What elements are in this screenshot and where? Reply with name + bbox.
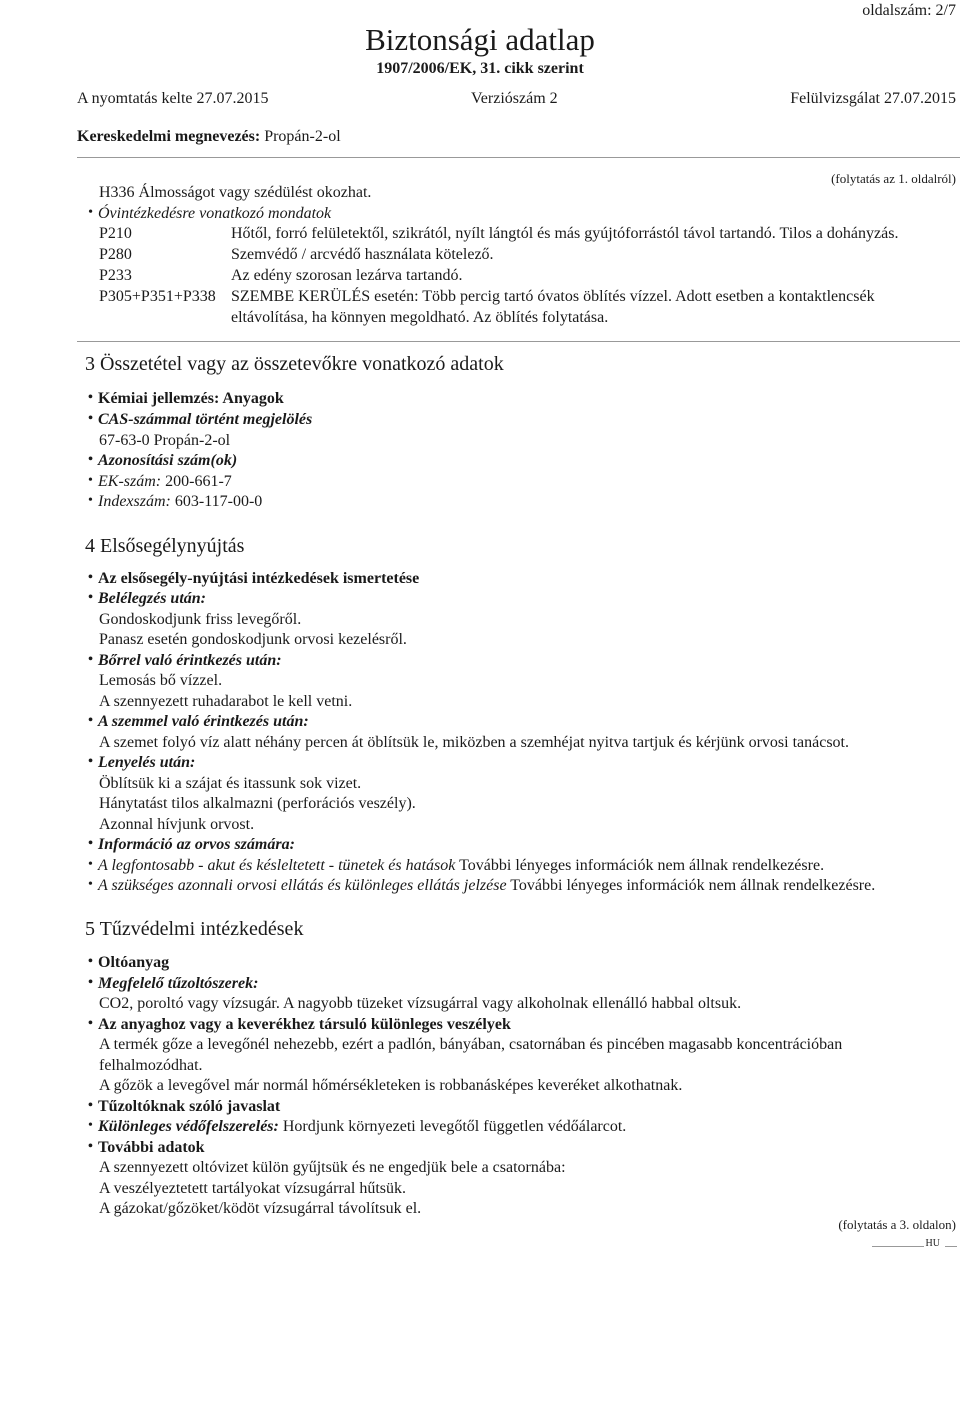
suitable-media-text: CO2, poroltó vagy vízsugár. A nagyobb tüzeket vízsugárral vagy alkoholnak ellenálló habbal oltsuk.: [99, 995, 742, 1012]
precaution-code: P210: [99, 225, 132, 242]
chemical-characterization: • Kémiai jellemzés: Anyagok: [88, 389, 284, 409]
revision-date: Felülvizsgálat 27.07.2015: [790, 90, 956, 107]
section-4-heading: 4 Elsősegélynyújtás: [85, 535, 245, 557]
cas-value: 67-63-0 Propán-2-ol: [99, 432, 231, 449]
extinguishing-media: • Oltóanyag: [88, 953, 169, 973]
index-number: • Indexszám: 603-117-00-0: [88, 492, 262, 512]
ec-number: • EK-szám: 200-661-7: [88, 472, 232, 492]
protective-equipment-line: • Különleges védőfelszerelés: Hordjunk környezeti levegőtől független védőálarcot.: [88, 1117, 626, 1137]
symptoms-line: • A legfontosabb - akut és késleltetett - tünetek és hatások További lényeges információk nem állnak rendelkezésre.: [88, 856, 824, 876]
inhalation-text: Gondoskodjunk friss levegőről.: [99, 611, 302, 628]
version-number: Verziószám 2: [471, 90, 558, 107]
firefighter-advice-label: • Tűzoltóknak szóló javaslat: [88, 1097, 280, 1117]
suitable-media-label: • Megfelelő tűzoltószerek:: [88, 974, 258, 994]
ingestion-label: • Lenyelés után:: [88, 753, 195, 773]
section-3-heading: 3 Összetétel vagy az összetevőkre vonatkozó adatok: [85, 353, 504, 375]
precaution-text: Hőtől, forró felületektől, szikrától, nyílt lángtól és más gyújtóforrástól távol tartandó. Tilos a dohányzás.: [231, 225, 899, 242]
precaution-text: SZEMBE KERÜLÉS esetén: Több percig tartó óvatos öblítés vízzel. Adott esetben a kontaktlencsék: [231, 288, 875, 305]
skin-contact-text: A szennyezett ruhadarabot le kell vetni.: [99, 693, 353, 710]
doctor-info-label: • Információ az orvos számára:: [88, 835, 295, 855]
language-code: HU: [925, 1238, 940, 1249]
precaution-text: Szemvédő / arcvédő használata kötelező.: [231, 246, 494, 263]
print-date: A nyomtatás kelte 27.07.2015: [77, 90, 269, 107]
ingestion-text: Azonnal hívjunk orvost.: [99, 816, 255, 833]
document-subtitle: 1907/2006/EK, 31. cikk szerint: [376, 60, 584, 77]
trade-name-value: Propán-2-ol: [264, 128, 341, 145]
additional-info-text: A veszélyeztetett tartályokat vízsugárral hűtsük.: [99, 1180, 406, 1197]
first-aid-description: • Az elsősegély-nyújtási intézkedések ismertetése: [88, 569, 419, 589]
inhalation-text: Panasz esetén gondoskodjunk orvosi kezelésről.: [99, 631, 407, 648]
section-divider: [77, 341, 960, 342]
precaution-heading: • Óvintézkedésre vonatkozó mondatok: [88, 204, 331, 224]
medical-care-line: • A szükséges azonnali orvosi ellátás és különleges ellátás jelzése További lényeges információk nem állnak rendelkezésre.: [88, 876, 875, 896]
ingestion-text: Hánytatást tilos alkalmazni (perforációs veszély).: [99, 795, 416, 812]
eye-contact-label: • A szemmel való érintkezés után:: [88, 712, 309, 732]
skin-contact-label: • Bőrrel való érintkezés után:: [88, 651, 282, 671]
precaution-text-continued: eltávolítása, ha könnyen megoldható. Az öblítés folytatása.: [231, 309, 609, 326]
additional-info-text: A gázokat/gőzöket/ködöt vízsugárral távolítsuk el.: [99, 1200, 422, 1217]
special-hazards-label: • Az anyaghoz vagy a keverékhez társuló különleges veszélyek: [88, 1015, 511, 1035]
additional-info-label: • További adatok: [88, 1138, 205, 1158]
precaution-code: P280: [99, 246, 132, 263]
special-hazards-text: A termék gőze a levegőnél nehezebb, ezért a padlón, bányában, csatornában és pincében magasabb koncentrációban: [99, 1036, 843, 1053]
precaution-code: P305+P351+P338: [99, 288, 216, 305]
document-title: Biztonsági adatlap: [365, 22, 595, 57]
footer-rule-left: [872, 1246, 924, 1247]
header-divider: [77, 157, 960, 158]
precaution-text: Az edény szorosan lezárva tartandó.: [231, 267, 463, 284]
continued-to-note: (folytatás a 3. oldalon): [838, 1217, 956, 1232]
identification-numbers-label: • Azonosítási szám(ok): [88, 451, 237, 471]
header-meta-row: [77, 90, 956, 112]
trade-name-label: Kereskedelmi megnevezés:: [77, 128, 261, 145]
continued-from-note: (folytatás az 1. oldalról): [831, 171, 956, 186]
hazard-h336: H336 Álmosságot vagy szédülést okozhat.: [99, 184, 372, 201]
section-5-heading: 5 Tűzvédelmi intézkedések: [85, 918, 304, 940]
eye-contact-text: A szemet folyó víz alatt néhány percen át öblítsük le, miközben a szemhéjat nyitva tartjuk és kérjünk orvosi tanácsot.: [99, 734, 849, 751]
ingestion-text: Öblítsük ki a szájat és itassunk sok vizet.: [99, 775, 362, 792]
footer-rule-right: [945, 1246, 957, 1247]
additional-info-text: A szennyezett oltóvizet külön gyűjtsük és ne engedjük bele a csatornába:: [99, 1159, 566, 1176]
inhalation-label: • Belélegzés után:: [88, 589, 206, 609]
precaution-code: P233: [99, 267, 132, 284]
cas-label: • CAS-számmal történt megjelölés: [88, 410, 312, 430]
special-hazards-text: A gőzök a levegővel már normál hőmérsékleteken is robbanásképes keveréket alkothatnak.: [99, 1077, 683, 1094]
trade-name: [77, 128, 341, 146]
page-number: oldalszám: 2/7: [862, 2, 956, 19]
special-hazards-text: felhalmozódhat.: [99, 1057, 203, 1074]
skin-contact-text: Lemosás bő vízzel.: [99, 672, 223, 689]
